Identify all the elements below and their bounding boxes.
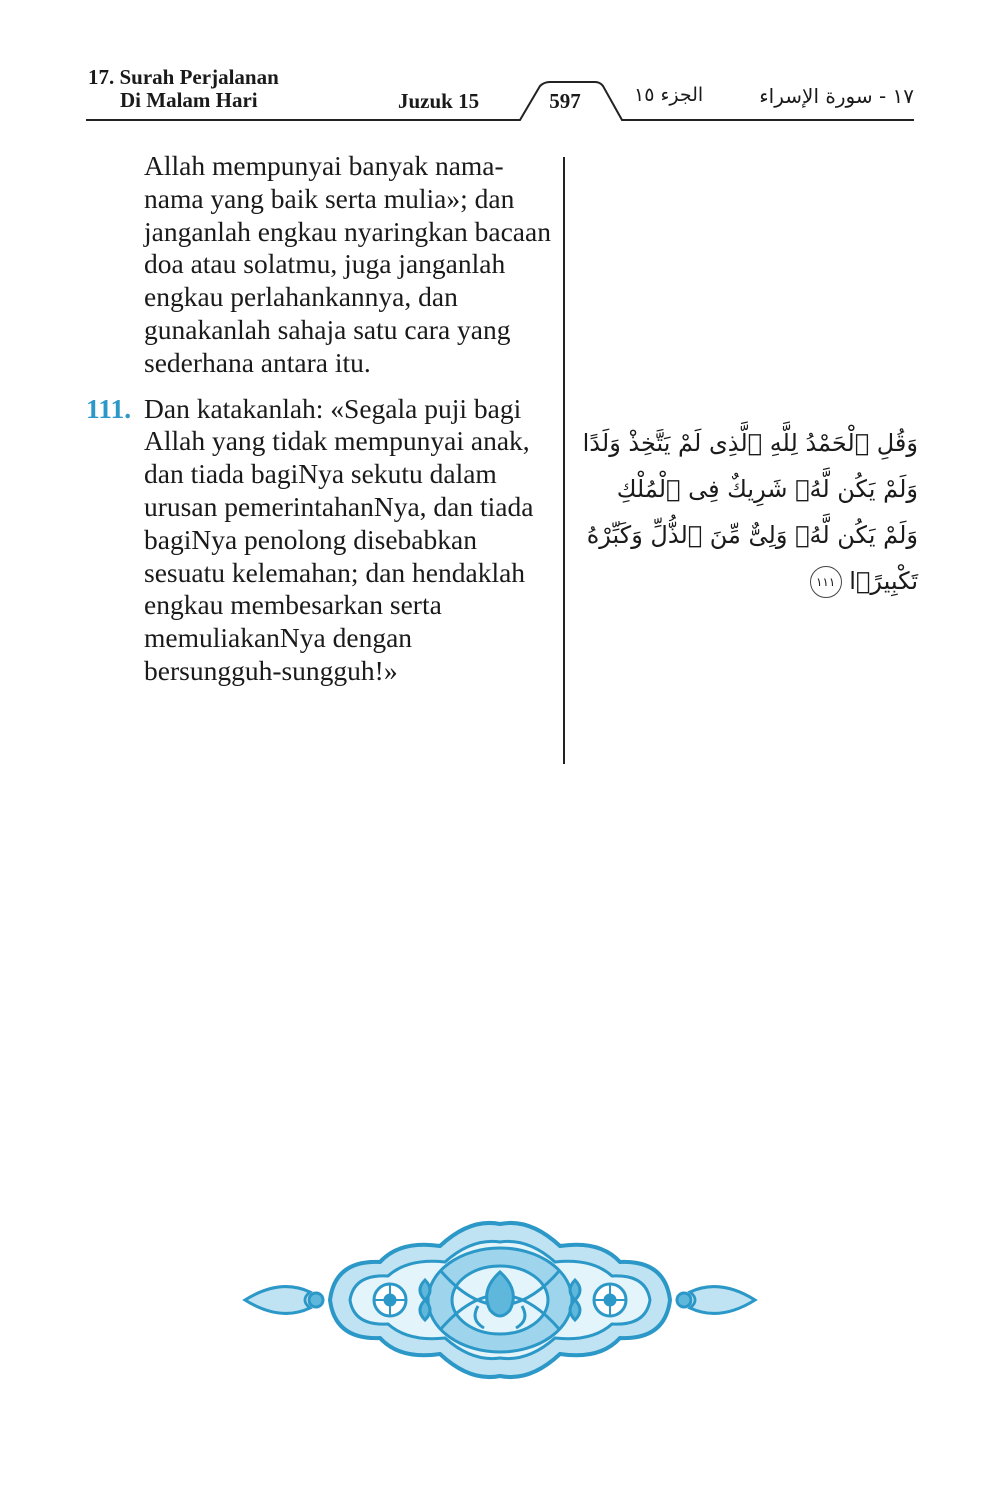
translation-column (86, 150, 554, 688)
surah-title-line1: 17. Surah Perjalanan (88, 65, 279, 89)
column-divider (563, 157, 565, 764)
arabic-verse-text: وَقُلِ ٱلْحَمْدُ لِلَّهِ ٱلَّذِى لَمْ يَتَّخِذْ وَلَدًا وَلَمْ يَكُن لَّهُۥ شَرِيكٌ فِى ٱلْمُلْكِ وَلَمْ يَكُن لَّهُۥ وَلِىٌّ مِّنَ ٱلذُّلِّ وَكَبِّرْهُ تَكْبِيرًۢا (582, 429, 918, 595)
verse-number: 111. (86, 392, 132, 424)
ayah-end-marker: ١١١ (810, 566, 842, 598)
arabic-verse (578, 420, 918, 604)
surah-title-line2: Di Malam Hari (120, 88, 258, 112)
arabic-juz-label: الجزء ١٥ (634, 84, 704, 106)
header-rule (0, 0, 1000, 140)
arabic-surah-title: ١٧ - سورة الإسراء (759, 84, 914, 108)
verse-translation-text: Dan katakanlah: «Segala puji bagi Allah yang tidak mempunyai anak, dan tiada bagiNya sekutu dalam urusan pemerintahanNya, dan tiada bagiNya penolong disebabkan sesuatu kelemahan; dan hendaklah engkau membesarkan serta memuliakanNya dengan bersungguh-sungguh!» (144, 392, 534, 686)
page-number: 597 (549, 89, 581, 113)
decorative-ornament (240, 1210, 760, 1390)
translation-verse (86, 392, 554, 688)
juzuk-label: Juzuk 15 (398, 89, 480, 113)
translation-continued: Allah mempunyai banyak nama-nama yang baik serta mulia»; dan janganlah engkau nyaringkan bacaan doa atau solatmu, juga janganlah engkau perlahankannya, dan gunakanlah sahaja satu cara yang sederhana antara itu. (144, 150, 551, 378)
